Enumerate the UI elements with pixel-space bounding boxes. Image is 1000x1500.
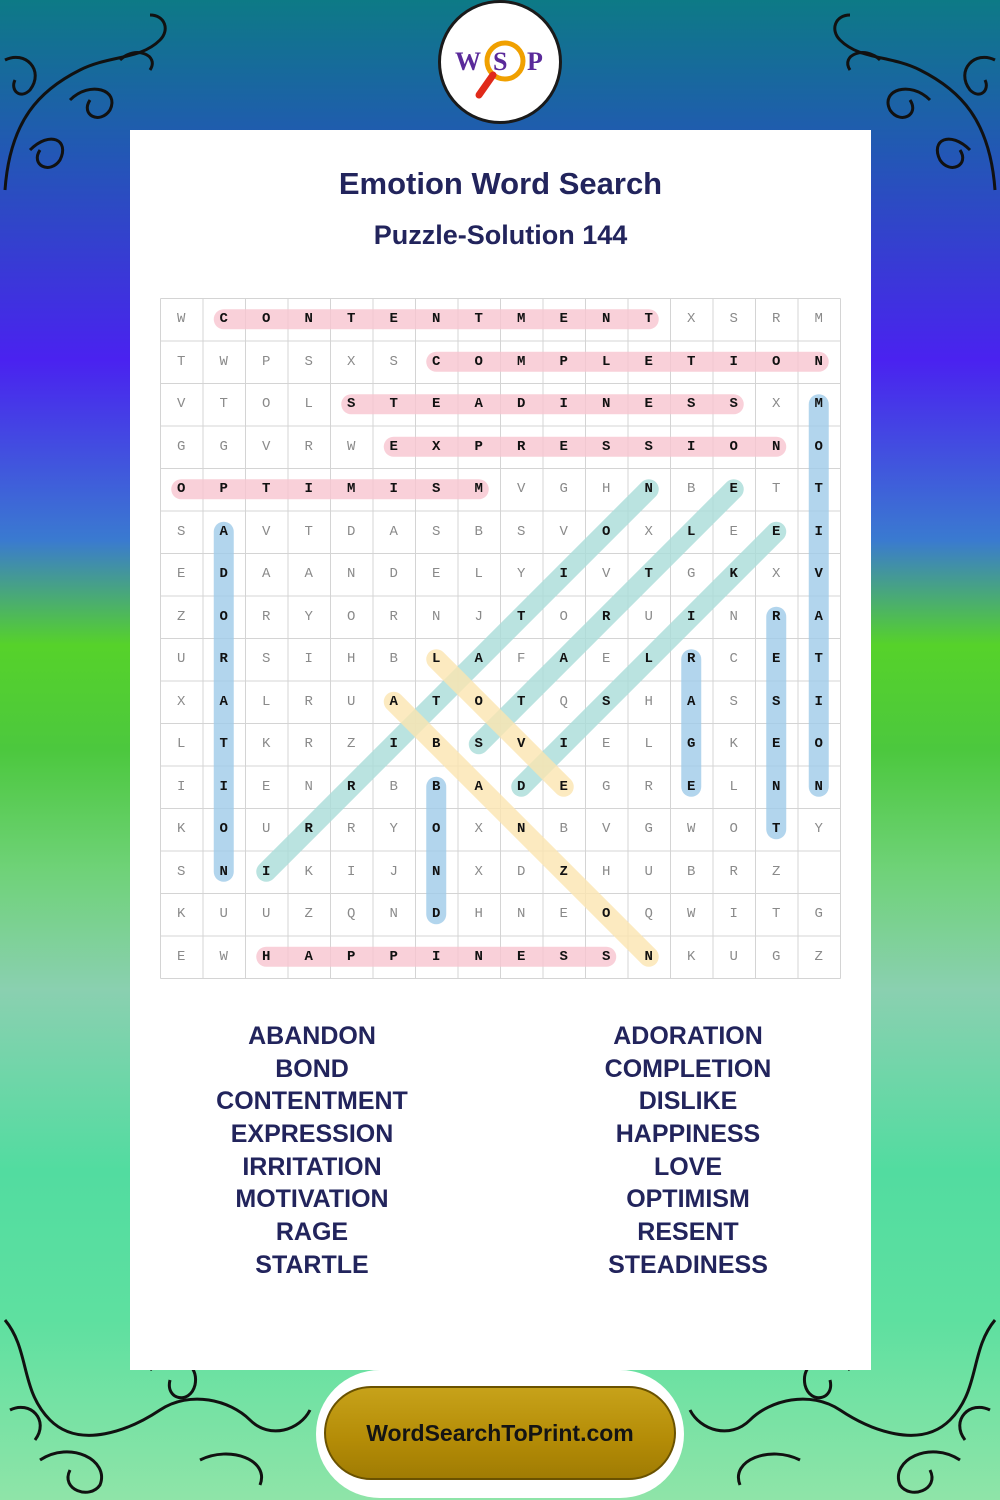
site-link-button[interactable]: WordSearchToPrint.com — [324, 1386, 676, 1480]
grid-letter[interactable]: D — [517, 778, 526, 795]
logo-letter-w: W — [455, 47, 481, 76]
grid-letter[interactable]: E — [559, 311, 568, 328]
grid-letter[interactable]: U — [219, 906, 228, 923]
grid-letter[interactable]: N — [432, 863, 441, 880]
grid-letter[interactable]: K — [729, 736, 738, 753]
grid-letter[interactable]: V — [814, 566, 823, 583]
grid-letter[interactable]: T — [517, 693, 526, 710]
grid-letter[interactable]: O — [474, 693, 483, 710]
grid-letter[interactable]: V — [517, 481, 526, 498]
grid-letter[interactable]: E — [772, 651, 781, 668]
grid-letter[interactable]: L — [729, 778, 738, 795]
grid-letter[interactable]: E — [729, 523, 738, 540]
grid-letter[interactable]: N — [644, 948, 653, 965]
grid-letter[interactable]: N — [814, 778, 823, 795]
grid-letter[interactable]: U — [177, 651, 186, 668]
grid-letter[interactable]: G — [644, 821, 653, 838]
grid-letter[interactable]: X — [772, 566, 781, 583]
grid-letter[interactable]: V — [602, 566, 611, 583]
grid-letter[interactable]: A — [474, 778, 483, 795]
grid-letter[interactable]: S — [347, 396, 356, 413]
grid-letter[interactable]: N — [729, 608, 738, 625]
grid-letter[interactable]: E — [644, 353, 653, 370]
grid-letter[interactable]: T — [347, 311, 356, 328]
logo-letter-p: P — [527, 47, 543, 76]
grid-letter[interactable]: M — [814, 396, 823, 413]
grid-letter[interactable]: E — [772, 523, 781, 540]
grid-letter[interactable]: N — [304, 311, 313, 328]
grid-letter[interactable]: U — [347, 693, 356, 710]
grid-letter[interactable]: S — [517, 523, 526, 540]
grid-letter[interactable]: E — [262, 778, 271, 795]
grid-letter[interactable]: I — [347, 863, 356, 880]
grid-letter[interactable]: L — [687, 523, 696, 540]
grid-letter[interactable]: L — [304, 396, 313, 413]
grid-letter[interactable]: T — [432, 693, 441, 710]
grid-letter[interactable]: S — [177, 863, 186, 880]
grid-letter[interactable]: S — [602, 438, 611, 455]
grid-letter[interactable]: H — [262, 948, 271, 965]
grid-letter[interactable]: E — [687, 778, 696, 795]
grid-letter[interactable]: T — [389, 396, 398, 413]
grid-letter[interactable]: T — [219, 736, 228, 753]
grid-letter[interactable]: H — [474, 906, 483, 923]
grid-letter[interactable]: R — [304, 438, 313, 455]
grid-letter[interactable]: S — [432, 481, 441, 498]
grid-letter[interactable]: U — [644, 608, 653, 625]
grid-letter[interactable]: T — [304, 523, 313, 540]
grid-letter[interactable]: W — [219, 353, 228, 370]
grid-letter[interactable]: M — [814, 311, 823, 328]
grid-letter[interactable]: Z — [304, 906, 313, 923]
grid-letter[interactable]: E — [602, 736, 611, 753]
grid-letter[interactable]: O — [729, 438, 738, 455]
grid-letter[interactable]: I — [559, 396, 568, 413]
word-list-item: MOTIVATION — [235, 1185, 389, 1214]
grid-letter[interactable]: S — [389, 353, 398, 370]
grid-letter[interactable]: W — [219, 948, 228, 965]
grid-letter[interactable]: S — [304, 353, 313, 370]
grid-letter[interactable]: Z — [559, 863, 568, 880]
grid-letter[interactable]: S — [729, 396, 738, 413]
grid-letter[interactable]: M — [347, 481, 356, 498]
grid-letter[interactable]: I — [687, 438, 696, 455]
grid-letter[interactable]: P — [262, 353, 271, 370]
grid-letter[interactable]: I — [559, 566, 568, 583]
grid-letter[interactable]: V — [262, 438, 271, 455]
grid-letter[interactable]: E — [729, 481, 738, 498]
grid-letter[interactable]: W — [177, 311, 186, 328]
puzzle-subtitle: Puzzle-Solution 144 — [373, 220, 628, 250]
grid-letter[interactable]: H — [347, 651, 356, 668]
grid-letter[interactable]: A — [389, 523, 398, 540]
grid-letter[interactable]: B — [687, 481, 696, 498]
grid-letter[interactable]: I — [687, 608, 696, 625]
word-list-item: CONTENTMENT — [216, 1087, 408, 1116]
grid-letter[interactable]: N — [347, 566, 356, 583]
grid-letter[interactable]: G — [687, 736, 696, 753]
grid-letter[interactable]: A — [262, 566, 271, 583]
grid-letter[interactable]: R — [517, 438, 526, 455]
word-list-item: COMPLETION — [604, 1054, 772, 1083]
grid-letter[interactable]: I — [729, 906, 738, 923]
grid-letter[interactable]: B — [687, 863, 696, 880]
grid-letter[interactable]: W — [687, 821, 696, 838]
grid-letter[interactable]: S — [772, 693, 781, 710]
grid-letter[interactable]: E — [559, 438, 568, 455]
grid-letter[interactable]: O — [177, 481, 186, 498]
grid-letter[interactable]: S — [644, 438, 653, 455]
word-list-right — [538, 1020, 838, 1282]
grid-letter[interactable]: I — [304, 481, 313, 498]
grid-letter[interactable]: K — [687, 948, 696, 965]
grid-letter[interactable]: E — [559, 906, 568, 923]
grid-letter[interactable]: V — [559, 523, 568, 540]
grid-letter[interactable]: Y — [517, 566, 526, 583]
grid-letter[interactable]: R — [772, 311, 781, 328]
word-list-item: ABANDON — [248, 1022, 376, 1050]
grid-letter[interactable]: I — [814, 523, 823, 540]
grid-letter[interactable]: G — [687, 566, 696, 583]
grid-letter[interactable]: D — [517, 863, 526, 880]
grid-letter[interactable]: N — [474, 948, 483, 965]
grid-letter[interactable]: I — [389, 481, 398, 498]
grid-letter[interactable]: D — [347, 523, 356, 540]
grid-letter[interactable]: G — [219, 438, 228, 455]
grid-letter[interactable]: I — [177, 778, 186, 795]
grid-letter[interactable]: X — [432, 438, 441, 455]
grid-letter[interactable]: B — [432, 778, 441, 795]
grid-letter[interactable]: B — [389, 651, 398, 668]
puzzle-title: Emotion Word Search — [338, 166, 663, 201]
grid-letter[interactable]: T — [644, 566, 653, 583]
grid-letter[interactable]: M — [517, 353, 526, 370]
grid-letter[interactable]: X — [644, 523, 653, 540]
grid-letter[interactable]: L — [644, 736, 653, 753]
grid-letter[interactable]: C — [432, 353, 441, 370]
grid-letter[interactable]: I — [432, 948, 441, 965]
grid-letter[interactable]: O — [474, 353, 483, 370]
grid-letter[interactable]: E — [644, 396, 653, 413]
grid-letter[interactable]: G — [559, 481, 568, 498]
grid-letter[interactable]: Q — [644, 906, 653, 923]
grid-letter[interactable]: K — [262, 736, 271, 753]
grid-letter[interactable]: Q — [559, 693, 568, 710]
grid-letter[interactable]: S — [687, 396, 696, 413]
grid-letter[interactable]: I — [559, 736, 568, 753]
grid-letter[interactable]: T — [814, 651, 823, 668]
grid-letter[interactable]: E — [177, 948, 186, 965]
grid-letter[interactable]: X — [772, 396, 781, 413]
grid-letter[interactable]: O — [559, 608, 568, 625]
grid-letter[interactable]: G — [772, 948, 781, 965]
grid-letter[interactable]: Z — [347, 736, 356, 753]
grid-letter[interactable]: O — [262, 396, 271, 413]
grid-letter[interactable]: E — [602, 651, 611, 668]
logo-letter-s: S — [493, 47, 508, 76]
grid-letter[interactable]: S — [262, 651, 271, 668]
grid-letter[interactable]: A — [389, 693, 398, 710]
word-list-left — [162, 1020, 462, 1282]
grid-letter[interactable]: Y — [304, 608, 313, 625]
grid-letter[interactable]: R — [389, 608, 398, 625]
grid-letter[interactable]: R — [644, 778, 653, 795]
grid-letter[interactable]: O — [262, 311, 271, 328]
grid-letter[interactable]: O — [347, 608, 356, 625]
grid-letter[interactable]: V — [602, 821, 611, 838]
word-list-item: LOVE — [653, 1152, 723, 1181]
grid-letter[interactable]: T — [474, 311, 483, 328]
grid-letter[interactable]: A — [559, 651, 568, 668]
grid-letter[interactable]: B — [559, 821, 568, 838]
word-list-item: OPTIMISM — [626, 1185, 750, 1214]
grid-letter[interactable]: L — [644, 651, 653, 668]
grid-letter[interactable]: A — [687, 693, 696, 710]
grid-letter[interactable]: U — [644, 863, 653, 880]
grid-letter[interactable]: D — [432, 906, 441, 923]
grid-letter[interactable]: I — [304, 651, 313, 668]
grid-letter[interactable]: V — [262, 523, 271, 540]
grid-letter[interactable]: M — [517, 311, 526, 328]
grid-letter[interactable]: N — [772, 778, 781, 795]
grid-letter[interactable]: T — [687, 353, 696, 370]
grid-letter[interactable]: T — [814, 481, 823, 498]
grid-letter[interactable]: O — [219, 821, 228, 838]
grid-letter[interactable]: N — [304, 778, 313, 795]
grid-letter[interactable]: S — [432, 523, 441, 540]
grid-letter[interactable]: B — [389, 778, 398, 795]
grid-letter[interactable]: V — [517, 736, 526, 753]
grid-letter[interactable]: I — [814, 693, 823, 710]
word-list-item: RAGE — [275, 1218, 349, 1247]
grid-letter[interactable]: T — [517, 608, 526, 625]
grid-letter[interactable]: N — [389, 906, 398, 923]
grid-letter[interactable]: S — [474, 736, 483, 753]
grid-letter[interactable]: A — [219, 523, 228, 540]
grid-letter[interactable]: H — [644, 693, 653, 710]
grid-letter[interactable]: K — [304, 863, 313, 880]
grid-letter[interactable]: N — [772, 438, 781, 455]
word-list-item: ADORATION — [613, 1022, 763, 1050]
grid-letter[interactable]: R — [687, 651, 696, 668]
grid-letter[interactable]: E — [432, 396, 441, 413]
grid-letter[interactable]: R — [304, 736, 313, 753]
grid-letter[interactable]: R — [219, 651, 228, 668]
grid-letter[interactable]: L — [474, 566, 483, 583]
grid-letter[interactable]: T — [772, 906, 781, 923]
grid-letter[interactable]: T — [219, 396, 228, 413]
grid-letter[interactable]: N — [602, 396, 611, 413]
word-list-item: RESENT — [637, 1218, 739, 1247]
grid-letter[interactable]: O — [814, 736, 823, 753]
word-list-item: IRRITATION — [242, 1152, 382, 1181]
word-list-item: STEADINESS — [608, 1250, 768, 1279]
grid-letter[interactable]: E — [389, 311, 398, 328]
grid-letter[interactable]: V — [177, 396, 186, 413]
grid-letter[interactable]: X — [474, 863, 483, 880]
grid-letter[interactable]: I — [729, 353, 738, 370]
grid-letter[interactable]: D — [389, 566, 398, 583]
grid-letter[interactable]: U — [729, 948, 738, 965]
grid-letter[interactable]: K — [729, 566, 738, 583]
grid-letter[interactable]: O — [219, 608, 228, 625]
grid-letter[interactable]: O — [814, 438, 823, 455]
wsp-logo[interactable] — [438, 0, 562, 124]
grid-letter[interactable]: Y — [389, 821, 398, 838]
grid-letter[interactable]: B — [432, 736, 441, 753]
grid-letter[interactable]: N — [644, 481, 653, 498]
grid-letter[interactable]: T — [262, 481, 271, 498]
word-list-item: DISLIKE — [638, 1087, 738, 1116]
grid-letter[interactable]: A — [474, 651, 483, 668]
word-search-grid[interactable] — [160, 298, 840, 978]
grid-letter[interactable]: I — [389, 736, 398, 753]
grid-letter[interactable]: F — [517, 651, 526, 668]
grid-letter[interactable]: P — [347, 948, 356, 965]
grid-letter[interactable]: D — [219, 566, 228, 583]
grid-letter[interactable]: S — [559, 948, 568, 965]
grid-letter[interactable]: C — [219, 311, 228, 328]
grid-letter[interactable]: O — [602, 523, 611, 540]
grid-letter[interactable]: N — [517, 906, 526, 923]
grid-letter[interactable]: T — [772, 821, 781, 838]
grid-letter[interactable]: O — [602, 906, 611, 923]
grid-letter[interactable]: P — [389, 948, 398, 965]
grid-letter[interactable]: P — [559, 353, 568, 370]
grid-letter[interactable]: R — [772, 608, 781, 625]
grid-letter[interactable]: N — [219, 863, 228, 880]
grid-letter[interactable]: Z — [772, 863, 781, 880]
grid-letter[interactable]: X — [177, 693, 186, 710]
grid-letter[interactable]: Q — [347, 906, 356, 923]
grid-letter[interactable]: W — [687, 906, 696, 923]
grid-letter[interactable]: K — [177, 906, 186, 923]
grid-letter[interactable]: E — [559, 778, 568, 795]
word-list-item: STARTLE — [255, 1250, 369, 1279]
grid-letter[interactable]: J — [474, 608, 483, 625]
grid-letter[interactable]: L — [602, 353, 611, 370]
grid-letter[interactable]: K — [177, 821, 186, 838]
grid-letter[interactable]: J — [389, 863, 398, 880]
grid-letter[interactable]: I — [262, 863, 271, 880]
grid-letter[interactable]: U — [262, 906, 271, 923]
grid-letter[interactable]: N — [432, 608, 441, 625]
grid-letter[interactable]: A — [814, 608, 823, 625]
grid-letter[interactable]: R — [262, 608, 271, 625]
grid-letter[interactable]: O — [729, 821, 738, 838]
grid-letter[interactable]: O — [772, 353, 781, 370]
grid-letter[interactable]: P — [219, 481, 228, 498]
grid-letter[interactable]: S — [729, 311, 738, 328]
grid-letter[interactable]: E — [432, 566, 441, 583]
grid-letter[interactable]: T — [644, 311, 653, 328]
grid-letter[interactable]: A — [304, 948, 313, 965]
grid-letter[interactable]: X — [474, 821, 483, 838]
grid-letter[interactable]: L — [262, 693, 271, 710]
grid-letter[interactable]: O — [432, 821, 441, 838]
grid-letter[interactable]: A — [304, 566, 313, 583]
grid-letter[interactable]: R — [347, 778, 356, 795]
grid-letter[interactable]: A — [219, 693, 228, 710]
grid-letter[interactable]: H — [602, 863, 611, 880]
grid-letter[interactable]: S — [177, 523, 186, 540]
grid-letter[interactable]: H — [602, 481, 611, 498]
grid-letter[interactable]: E — [389, 438, 398, 455]
grid-letter[interactable]: C — [729, 651, 738, 668]
grid-letter[interactable]: E — [177, 566, 186, 583]
grid-letter[interactable]: R — [304, 693, 313, 710]
grid-letter[interactable]: G — [602, 778, 611, 795]
grid-letter[interactable]: P — [474, 438, 483, 455]
grid-letter[interactable]: G — [814, 906, 823, 923]
word-list-item: HAPPINESS — [615, 1120, 761, 1149]
grid-letter[interactable]: N — [517, 821, 526, 838]
grid-letter[interactable]: T — [772, 481, 781, 498]
grid-letter[interactable]: S — [602, 693, 611, 710]
grid-letter[interactable]: X — [347, 353, 356, 370]
grid-letter[interactable]: B — [474, 523, 483, 540]
grid-letter[interactable]: E — [517, 948, 526, 965]
grid-letter[interactable]: N — [814, 353, 823, 370]
grid-letter[interactable]: E — [772, 736, 781, 753]
grid-letter[interactable]: Z — [814, 948, 823, 965]
grid-letter[interactable]: R — [347, 821, 356, 838]
grid-letter[interactable]: M — [474, 481, 483, 498]
grid-letter[interactable]: R — [304, 821, 313, 838]
grid-letter[interactable]: U — [262, 821, 271, 838]
grid-letter[interactable]: X — [687, 311, 696, 328]
grid-letter[interactable]: L — [177, 736, 186, 753]
grid-letter[interactable]: W — [347, 438, 356, 455]
grid-letter[interactable]: D — [517, 396, 526, 413]
grid-letter[interactable]: A — [474, 396, 483, 413]
word-list-item: EXPRESSION — [230, 1120, 394, 1149]
word-list-item: BOND — [275, 1054, 349, 1083]
grid-letter[interactable]: I — [219, 778, 228, 795]
grid-letter[interactable]: G — [177, 438, 186, 455]
grid-letter[interactable]: S — [602, 948, 611, 965]
grid-letter[interactable]: S — [729, 693, 738, 710]
grid-letter[interactable]: Y — [814, 821, 823, 838]
grid-letter[interactable]: N — [602, 311, 611, 328]
grid-letter[interactable]: R — [602, 608, 611, 625]
grid-letter[interactable]: Z — [177, 608, 186, 625]
grid-letter[interactable]: N — [432, 311, 441, 328]
grid-letter[interactable]: L — [432, 651, 441, 668]
grid-letter[interactable]: R — [729, 863, 738, 880]
grid-letter[interactable]: T — [177, 353, 186, 370]
